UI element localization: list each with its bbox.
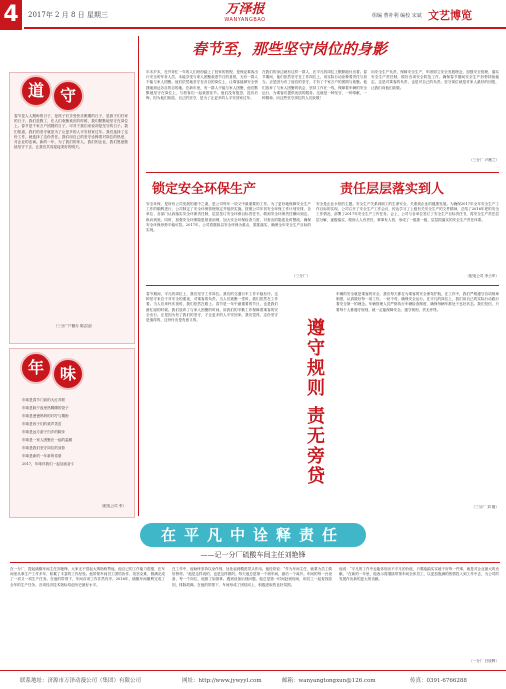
left-article-body: 安全环保，是所有公司发展的重中之重，是公司每年一项又中最重要的工作。为了更好地保障安全生产工作的顺利进行，公司制定了安全环保管理规定并组织实施。按照公司年初安全环保工作计划安排，各单位、各部门认真落实安全环保责任制，层层签订安全环保目标责任书，做到安全环保责任横向到边、纵向到底。同时，加强安全环保隐患排查治理，加大安全环保检查力度，对查出的隐患及时整改，确保安全环保形势平稳可控。2017年，公司将继续以安全环保为重点，狠抓落实，确保全年安全生产目标的实现。	[146, 202, 311, 233]
top-article-col1: 年末岁末，在外奔忙一年的人们纷纷踏上了回家的旅程，是保证乘客出行安全的车务人员，未能享受与家人团聚欢度节日的喜悦，无有一群人不能与家人团聚。他们依然地坚守在各自的岗位上，让乘客能够安全快捷地到达各自的目的地。在新年里，有一群人不能与家人团聚，他们默默地坚守在岗位上，与旅客们一起欢度佳节。他们没有抱怨，没有后悔，因为他们知道，自己的坚守，是为了让更多的人平安回家过年。	[146, 70, 258, 101]
badge-dao: 道	[20, 75, 52, 107]
top-article-author: （三分厂 卢薇兰）	[469, 158, 499, 162]
badge-shou: 守	[52, 80, 84, 112]
mid-article-author: （三分厂 刘 刚）	[471, 505, 499, 509]
mid-rule	[146, 285, 499, 286]
logo-subtitle: WANYANGBAO	[224, 17, 266, 23]
footer-phone: 传真：0391-6766288	[410, 678, 467, 684]
left-article-author: （三分厂）	[292, 274, 310, 278]
bottom-rule	[10, 562, 500, 563]
page-header	[0, 0, 506, 30]
top-article-col3: 向安全生产负责，保障安全生产，牢固树立安全发展理念，加强安全管理，落实安全生产责任制，做好各项安全防范工作，确保春节期间安全生产形势持续稳定。这是对乘客的负责，也是对自己的负责。坚守岗位就是对家人最好的回报，让我们向他们致敬。	[371, 70, 499, 90]
right-article-author: （配电公司 李占军）	[465, 274, 499, 278]
left-article-title: 锁定安全环保生产	[152, 182, 257, 197]
page-number: 4	[0, 0, 22, 30]
logo-title: 万泽报	[225, 2, 265, 17]
poem-2-author: （配电公司 李）	[99, 504, 126, 508]
issue-date: 2017年 2 月 8 日 星期三	[28, 11, 108, 19]
right-article-title: 责任层层落实到人	[340, 182, 445, 197]
staff-credits: 组编 曹补利 编校 宋斌	[372, 13, 422, 19]
footer-email: 邮箱：wanyangtongxun@126.com	[282, 678, 376, 684]
section-rule	[146, 172, 499, 173]
header-rule	[24, 27, 506, 29]
poem-2: 年味是春节门前的大红对联 年味是除夕夜里热腾腾的饺子 年味是爸爸妈妈的叮咛与期盼 年味是孩子们的欢声笑语 年味是远方游子归乡的脚步 年味是一家人团聚在一起的温暖 年味是我们坚守岗位的身影 年味是新的一年新的希望 2017，年味伴我们一起加油奋斗	[22, 398, 75, 466]
mid-article-col2: 车辆的安全就是乘客的安全，我们每天都在为乘客的安全保驾护航。在工作中，我们严格遵守各项规章制度，认真做好每一项工作。一丝不苟，确保安全运行。在平凡的岗位上，我们用自己的实际行动践行着安全第一的理念。车辆管理人员严格执行车辆检查制度，确保每辆车都处于良好状态。我们坚信，只要每个人都遵守规则，就一定能保障安全。遵守规则，责无旁贷。	[336, 292, 499, 312]
badge-nian: 年	[20, 352, 52, 384]
footer-website: 网址：http://www.jywyyl.com	[182, 678, 262, 684]
bottom-article-author: （一分厂 吕欣辉）	[469, 659, 499, 663]
bottom-article-col2: 在工作中，他始终坚持以身作则，处处起到模范带头作用。他经常说：“作为车间主任，就要为员工做好榜样。”他是这样说的，也是这样做的。每天他总是第一个到车间，最后一个离开。车间的每一台设备，每一个岗位，他都了如指掌。遇到设备出现问题，他总是第一时间赶到现场，和员工一起查找原因，排除故障。在他的带领下，车间形成了团结向上、积极进取的良好氛围。	[172, 567, 332, 587]
footer-address: 联系地址：济源市万泽动漫公司（集团）有限公司	[20, 678, 142, 684]
bottom-article-col1: 在一分厂，提起硫酸车间主任刘艳锋，大家无不竖起大拇指称赞他。他自己的工作能力很强，在车间里从事生产工作多年，积累了丰富的工作经验。他带领车间员工团结协作，攻坚克难，圆满完成了一项又一项生产任务。在他的带领下，车间各项工作井然有序。2016年，硫酸车间顺利完成了全年的生产任务，各项经济技术指标均创历史最好水平。	[10, 567, 165, 587]
poem-1: 春节是人人期盼的日子，是孩子们享受快乐假期的日子，是游子们归家的日子。我们放假了，在人们欢聚欢庆的时候，我们默默地坚守在岗位上。春节是千家万户团圆的日子，可对于我们来说却是坚守的日子。我们知道，我们的坚守就是为了让更多的人平安回家过年。我们选择了这份工作，就选择了这份责任。我们用自己的坚守诠释着对岗位的热爱，对企业的忠诚。新的一年，为了我们的家人，我们的企业，我们愿意继续坚守下去，让我们共同迎接美好的明天。	[14, 114, 128, 150]
top-article-col2: 在我们的身边就有这样一群人，在平凡的岗位上默默地付出着。春节期间，他们依然坚守在工作岗位上，用实际行动诠释着责任与担当。正是因为有了他们的坚守，才有了千家万户的团圆与欢聚。他们放弃了与家人团聚的机会，坚持工作在一线，保障着车辆的安全运行，为乘客们提供优质的服务。这就是一种坚守，一种奉献，一种精神。向这些坚守岗位的人们致敬！	[262, 70, 367, 101]
bottom-article-col3: 他说：“平凡的工作中也能体现出不平凡的价值，只要踏踏实实地干好每一件事，就是对企业最大的贡献。”在新的一年里，他表示将继续带领车间全体员工，以更加饱满的热情投入到工作中去，为公司的发展作出新的更大的贡献。	[339, 567, 499, 582]
top-article-col1-cont	[146, 150, 258, 170]
calligraphy: 遵守规则 责无旁贷	[304, 318, 325, 487]
column-name: 文艺博览	[428, 9, 472, 22]
mid-article-col1: 春节期间，平凡的岗位上，我们坚守工作岗位。我们的交通行车工作平稳有序。这种坚守来自于对安全的重视，对乘客的负责。当人们欢聚一堂时，我们依然在工作着。当人们举杯庆祝时，我们依然在路上。春节是一年中最重要的节日，也是我们最忙碌的时候。我们放弃了与家人团聚的时间，用我们的辛勤工作保障着乘客的安全出行。正是因为有了我们的坚守，才让更多的人平安回家。我们觉得，这份坚守是值得的，这份付出是有意义的。	[146, 292, 278, 323]
banner-title	[140, 523, 366, 547]
banner-text: 在平凡中诠释责任	[160, 526, 345, 544]
newspaper-logo	[215, 2, 275, 24]
banner-subtitle: ——记一分厂硫酸车间主任刘艳锋	[200, 551, 306, 559]
sidebar-divider	[138, 36, 139, 516]
right-article-body: 安全是企业永恒的主题。安全生产关系到职工的生命安全，关系到企业的健康发展。为确保2017年全年安全生产工作目标的实现，公司召开了安全生产工作会议，传达学习了上级有关安全生产的文件精神，总结了2016年度的安全工作情况，部署了2017年安全生产工作任务。会上，公司与各单位签订了安全生产目标责任书，将安全生产责任层层分解、逐级落实，做到人人有责任，事事有人管，形成了一级抓一级、层层抓落实的安全生产责任体系。	[316, 202, 499, 222]
top-article-title: 春节至，那些坚守岗位的身影	[192, 40, 388, 58]
page-footer	[0, 670, 506, 689]
poem-1-author: （三分厂户籍办 陈志旭）	[53, 324, 95, 328]
badge-wei: 味	[52, 358, 84, 390]
